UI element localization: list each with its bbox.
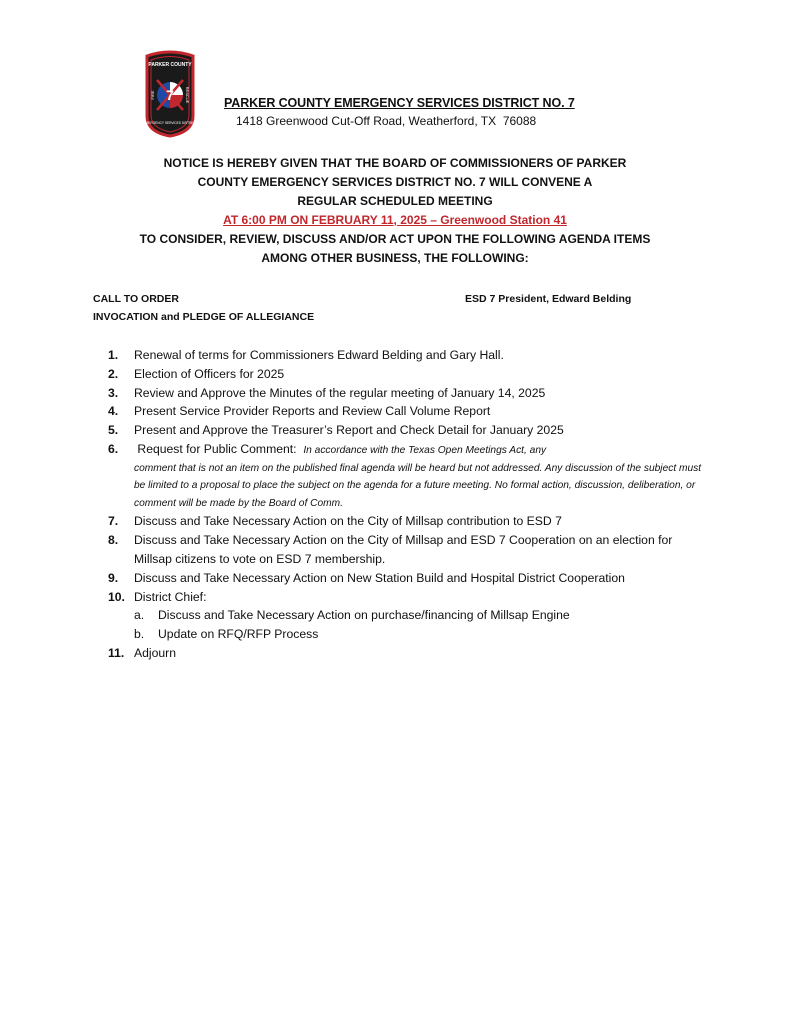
agenda-item-text: Discuss and Take Necessary Action on the City of Millsap and ESD 7 Cooperation on an election for Millsap citizens to vote on ESD 7 membership.	[134, 533, 673, 566]
public-comment-note: comment that is not an item on the published final agenda will be heard but not addressed. Any discussion of the subject must be limited to a proposal to place the subject on the agenda for a future meeting. No formal action, discussion, deliberation, or comment will be made by the Board of Comm.	[134, 462, 702, 509]
invocation-pledge: INVOCATION and PLEDGE OF ALLEGIANCE	[93, 311, 315, 323]
agenda-item-text: Review and Approve the Minutes of the regular meeting of January 14, 2025	[134, 385, 546, 400]
notice-line-3: REGULAR SCHEDULED MEETING	[297, 194, 493, 208]
agenda-item-text: Discuss and Take Necessary Action on New Station Build and Hospital District Cooperation	[134, 570, 625, 585]
call-to-order: CALL TO ORDER	[93, 293, 179, 305]
agenda-item-number: 1.	[108, 348, 119, 362]
svg-text:PARKER COUNTY: PARKER COUNTY	[148, 62, 192, 68]
district-address: 1418 Greenwood Cut-Off Road, Weatherford, TX 76088	[236, 114, 537, 128]
agenda-item-text: Request for Public Comment:	[134, 441, 304, 456]
meeting-notice	[120, 154, 670, 268]
meeting-date-time: AT 6:00 PM ON FEBRUARY 11, 2025 – Greenwood Station 41	[223, 213, 567, 227]
agenda-item-number: 6.	[108, 441, 119, 456]
agenda-item-number: 10.	[108, 589, 125, 604]
agenda-item-number: 3.	[108, 385, 119, 400]
agenda-sub-item-text: Discuss and Take Necessary Action on purchase/financing of Millsap Engine	[158, 608, 570, 623]
svg-text:7: 7	[166, 87, 174, 103]
agenda-item-text: Discuss and Take Necessary Action on the City of Millsap contribution to ESD 7	[134, 514, 562, 529]
fire-district-logo	[141, 50, 199, 138]
agenda-item-text: Present and Approve the Treasurer’s Report and Check Detail for January 2025	[134, 423, 564, 438]
notice-line-2: COUNTY EMERGENCY SERVICES DISTRICT NO. 7 WILL CONVENE A	[197, 175, 593, 189]
agenda-sub-item-letter: a.	[134, 608, 145, 623]
agenda-item-text: Renewal of terms for Commissioners Edward Belding and Gary Hall.	[134, 348, 504, 362]
notice-line-5: TO CONSIDER, REVIEW, DISCUSS AND/OR ACT UPON THE FOLLOWING AGENDA ITEMS	[139, 232, 651, 246]
agenda-sub-item-text: Update on RFQ/RFP Process	[158, 627, 319, 642]
notice-line-6: AMONG OTHER BUSINESS, THE FOLLOWING:	[261, 251, 529, 265]
agenda-item-text: Adjourn	[134, 645, 177, 660]
svg-text:FIRE: FIRE	[150, 90, 155, 100]
agenda-sub-item	[134, 625, 708, 644]
agenda-item	[108, 644, 708, 663]
agenda-item-public-comment	[108, 440, 708, 512]
agenda-item	[108, 421, 708, 440]
district-title: PARKER COUNTY EMERGENCY SERVICES DISTRICT NO. 7	[224, 96, 575, 110]
agenda-item-number: 9.	[108, 570, 119, 585]
agenda-item-district-chief	[108, 588, 708, 644]
public-comment-note-start: In accordance with the Texas Open Meetings Act, any	[303, 444, 547, 456]
agenda-item-number: 7.	[108, 514, 119, 529]
agenda-item-text: District Chief:	[134, 589, 207, 604]
agenda-item-number: 4.	[108, 404, 119, 419]
agenda-item	[108, 402, 708, 421]
agenda-item	[108, 384, 708, 403]
svg-text:RESCUE: RESCUE	[185, 86, 190, 104]
presiding-officer: ESD 7 President, Edward Belding	[465, 293, 632, 305]
agenda-item-text: Present Service Provider Reports and Review Call Volume Report	[134, 404, 491, 419]
svg-text:EMERGENCY SERVICES DISTRICT: EMERGENCY SERVICES DISTRICT	[143, 121, 197, 125]
agenda-list	[108, 346, 708, 663]
agenda-sub-item	[134, 606, 708, 625]
agenda-item-text: Election of Officers for 2025	[134, 366, 285, 381]
agenda-item-number: 8.	[108, 533, 119, 548]
shield-badge-icon	[141, 50, 199, 138]
agenda-item	[108, 512, 708, 531]
agenda-item	[108, 569, 708, 588]
notice-line-1: NOTICE IS HEREBY GIVEN THAT THE BOARD OF COMMISSIONERS OF PARKER	[163, 156, 627, 170]
agenda-item-number: 5.	[108, 423, 119, 438]
agenda-item-number: 2.	[108, 366, 119, 381]
agenda-item	[108, 531, 708, 569]
agenda-item	[108, 365, 708, 384]
agenda-item	[108, 346, 708, 365]
agenda-item-number: 11.	[108, 645, 125, 660]
agenda-sub-item-letter: b.	[134, 627, 145, 642]
